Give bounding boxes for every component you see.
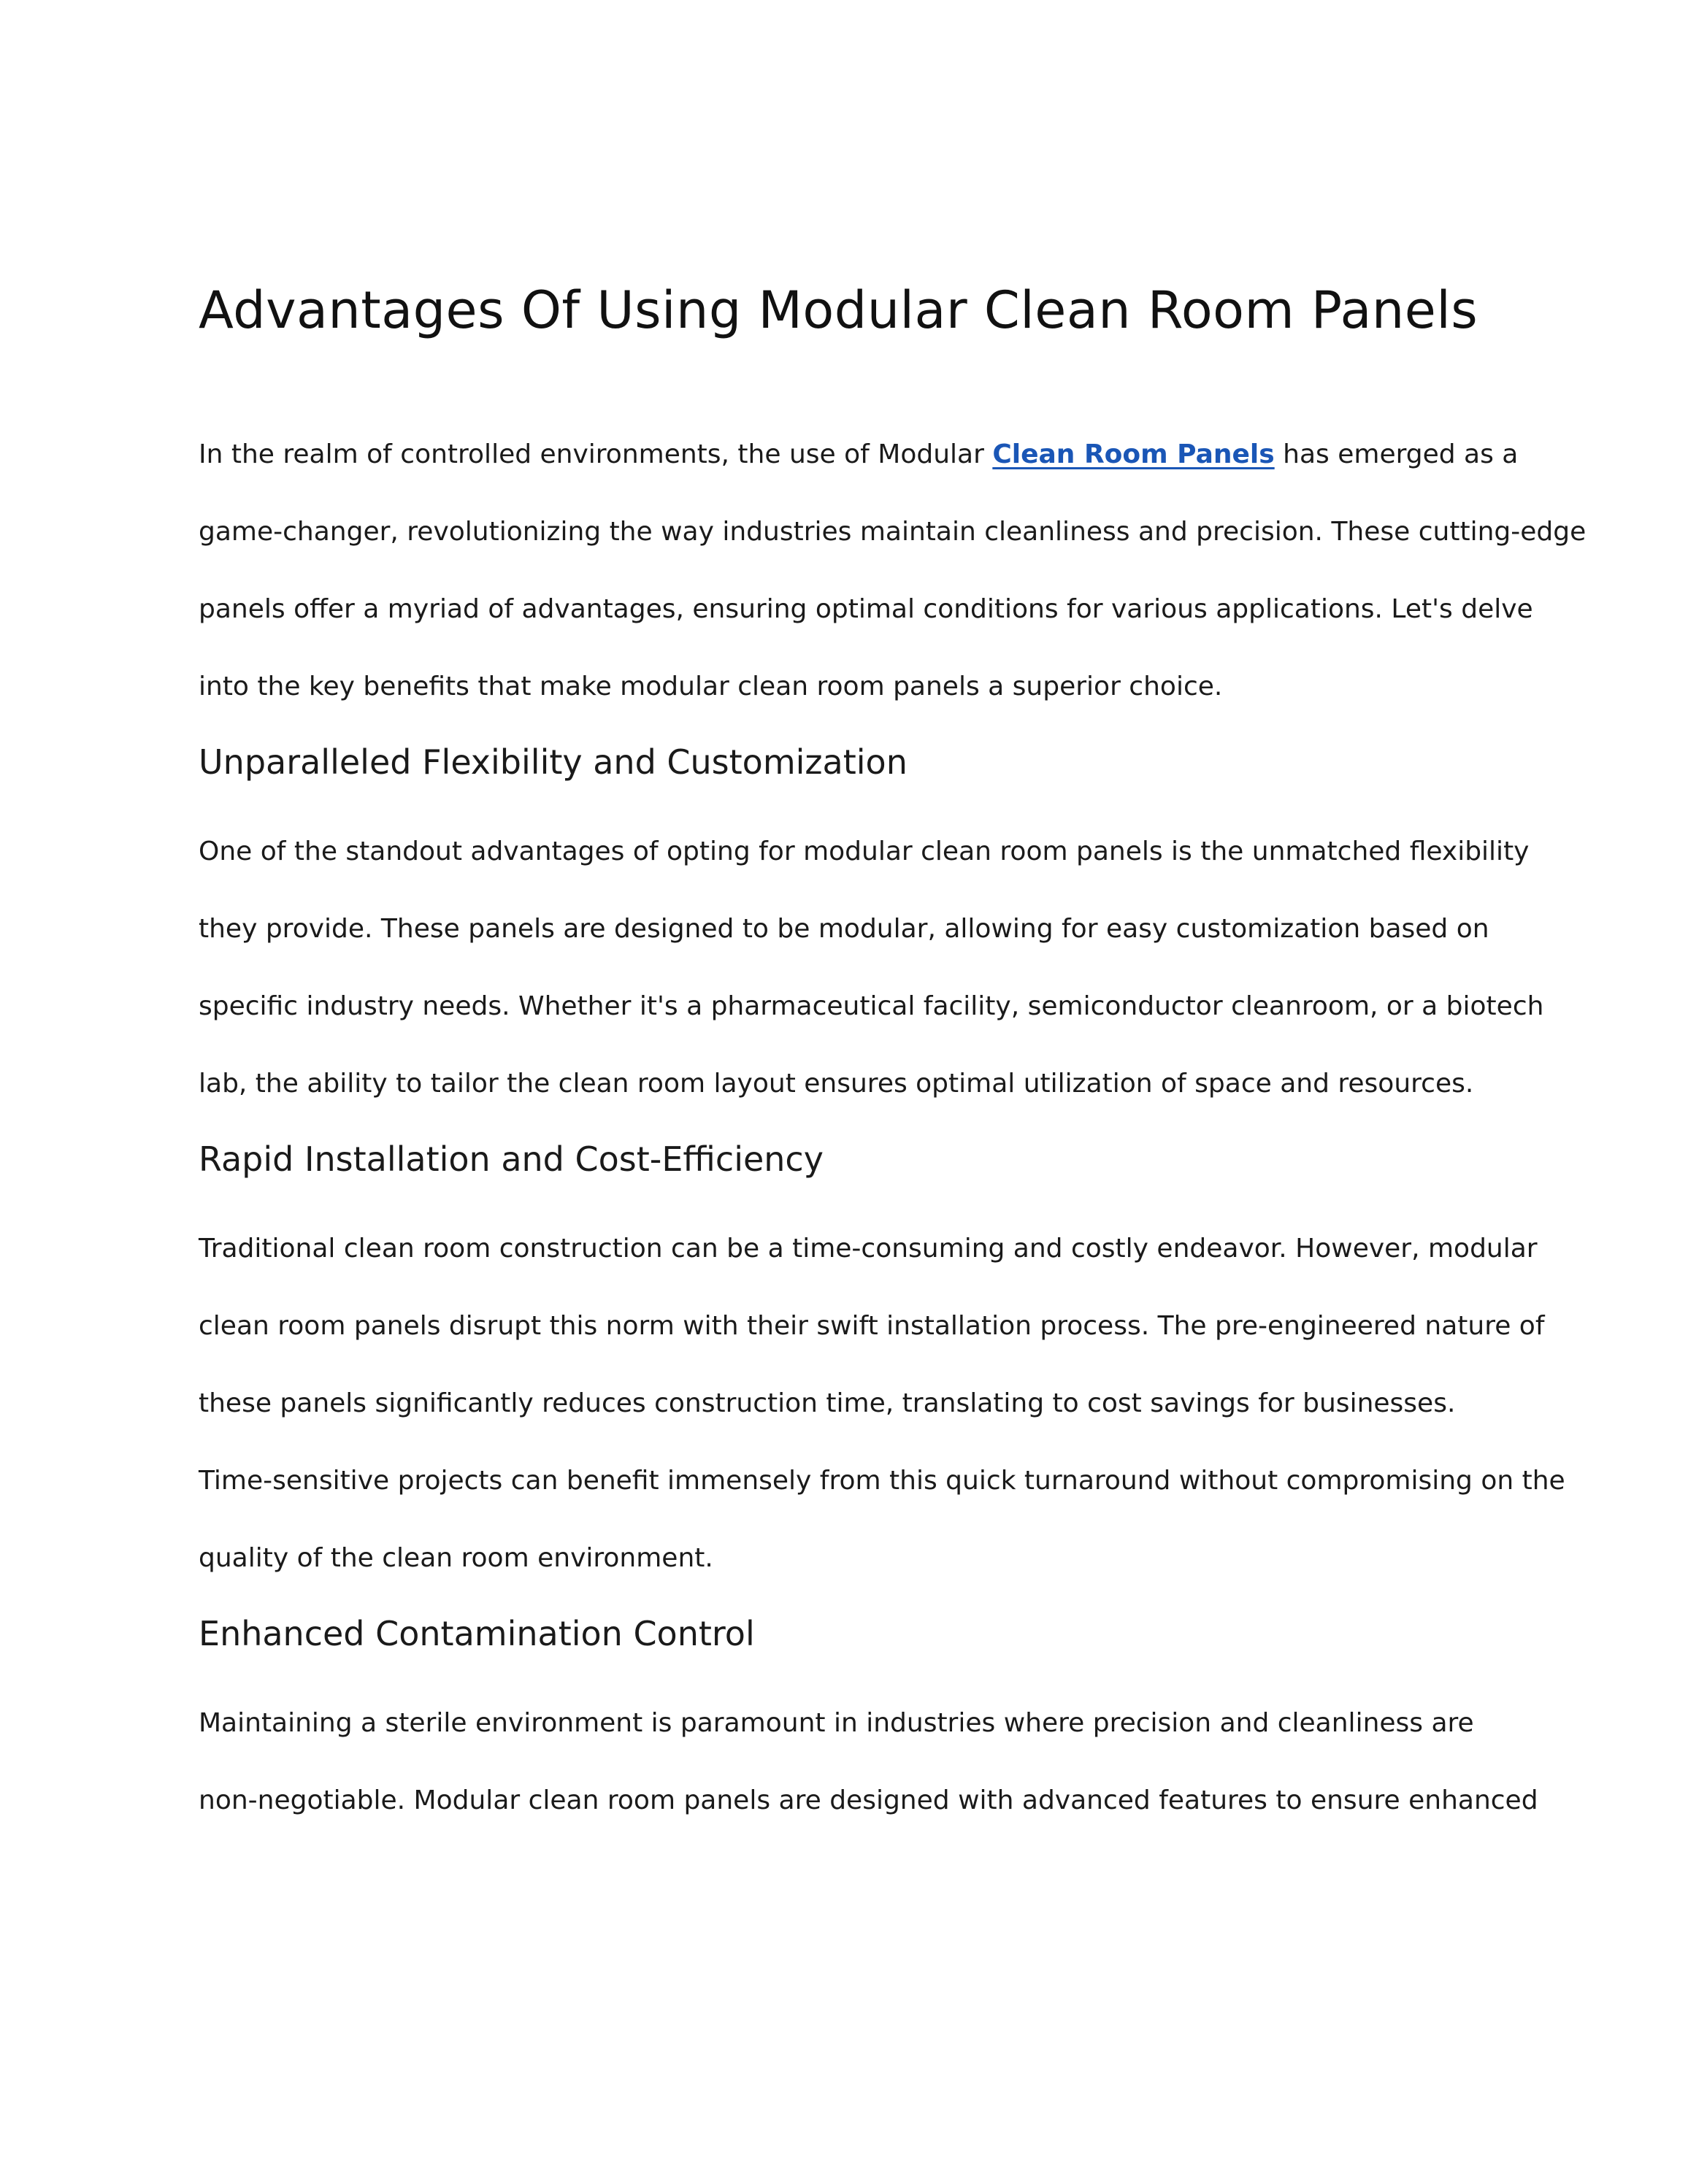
paragraph-line: Time-sensitive projects can benefit immensely from this quick turnaround without compromising on the: [199, 1466, 1565, 1496]
intro-line-1: [199, 416, 1519, 493]
document-title: Advantages Of Using Modular Clean Room Panels: [199, 280, 1478, 340]
paragraph-line: quality of the clean room environment.: [199, 1543, 713, 1573]
section-paragraph-contamination: [199, 1685, 1538, 1839]
paragraph-line: specific industry needs. Whether it's a pharmaceutical facility, semiconductor cleanroom, or a biotech: [199, 991, 1544, 1021]
intro-line-1-after: has emerged as a: [1274, 439, 1519, 469]
paragraph-line: clean room panels disrupt this norm with their swift installation process. The pre-engineered nature of: [199, 1311, 1545, 1341]
section-heading-contamination: Enhanced Contamination Control: [199, 1614, 755, 1653]
section-heading-installation: Rapid Installation and Cost-Efficiency: [199, 1139, 824, 1179]
paragraph-line: they provide. These panels are designed to be modular, allowing for easy customization based on: [199, 914, 1489, 944]
section-paragraph-flexibility: [199, 813, 1544, 1123]
intro-line-1-before: In the realm of controlled environments, the use of Modular: [199, 439, 993, 469]
clean-room-panels-link[interactable]: Clean Room Panels: [992, 439, 1275, 469]
paragraph-line: Traditional clean room construction can be a time-consuming and costly endeavor. However, modular: [199, 1234, 1538, 1264]
intro-line-4: into the key benefits that make modular clean room panels a superior choice.: [199, 672, 1223, 701]
intro-paragraph: [199, 416, 1587, 726]
intro-line-2: game-changer, revolutionizing the way industries maintain cleanliness and precision. These cutting-edge: [199, 517, 1587, 547]
section-paragraph-installation: [199, 1210, 1565, 1597]
intro-line-3: panels offer a myriad of advantages, ensuring optimal conditions for various applications. Let's delve: [199, 594, 1533, 624]
paragraph-line: One of the standout advantages of opting for modular clean room panels is the unmatched flexibility: [199, 837, 1530, 866]
paragraph-line: non-negotiable. Modular clean room panels are designed with advanced features to ensure enhanced: [199, 1785, 1538, 1815]
paragraph-line: Maintaining a sterile environment is paramount in industries where precision and cleanliness are: [199, 1708, 1474, 1738]
paragraph-line: these panels significantly reduces construction time, translating to cost savings for businesses.: [199, 1388, 1456, 1418]
document-body: [199, 270, 1587, 1839]
paragraph-line: lab, the ability to tailor the clean room layout ensures optimal utilization of space and resources.: [199, 1069, 1474, 1099]
section-heading-flexibility: Unparalleled Flexibility and Customization: [199, 742, 908, 782]
